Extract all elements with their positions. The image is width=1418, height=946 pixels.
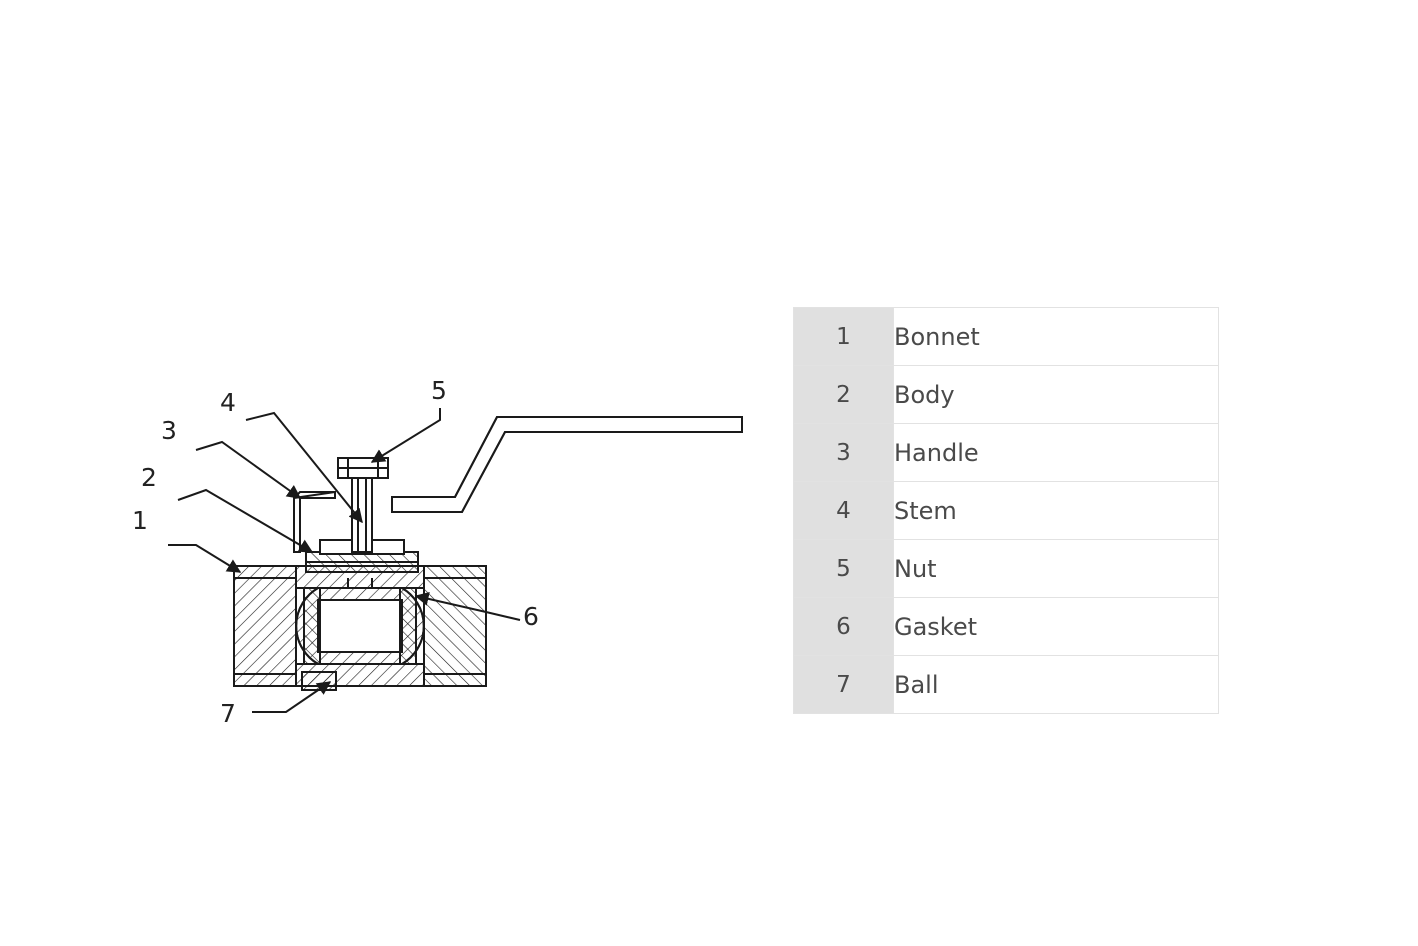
legend-label: Gasket: [894, 598, 1219, 656]
legend-number: 3: [794, 424, 894, 482]
legend-label: Handle: [894, 424, 1219, 482]
callout-7: 7: [220, 699, 236, 728]
legend-number: 4: [794, 482, 894, 540]
legend-body: [794, 308, 1219, 714]
legend-label: Bonnet: [894, 308, 1219, 366]
callout-1: 1: [132, 506, 148, 535]
legend-number: 7: [794, 656, 894, 714]
legend-number: 6: [794, 598, 894, 656]
legend-label: Nut: [894, 540, 1219, 598]
callout-4: 4: [220, 388, 236, 417]
callout-3: 3: [161, 416, 177, 445]
table-row: [794, 482, 1219, 540]
legend-number: 2: [794, 366, 894, 424]
legend-number: 1: [794, 308, 894, 366]
table-row: [794, 540, 1219, 598]
legend-label: Stem: [894, 482, 1219, 540]
table-row: [794, 656, 1219, 714]
table-row: [794, 366, 1219, 424]
legend-label: Ball: [894, 656, 1219, 714]
table-row: [794, 424, 1219, 482]
legend-label: Body: [894, 366, 1219, 424]
callout-2: 2: [141, 463, 157, 492]
table-row: [794, 308, 1219, 366]
parts-legend-table: [793, 307, 1219, 714]
legend-number: 5: [794, 540, 894, 598]
table-row: [794, 598, 1219, 656]
callout-5: 5: [431, 376, 447, 405]
callout-6: 6: [523, 602, 539, 631]
